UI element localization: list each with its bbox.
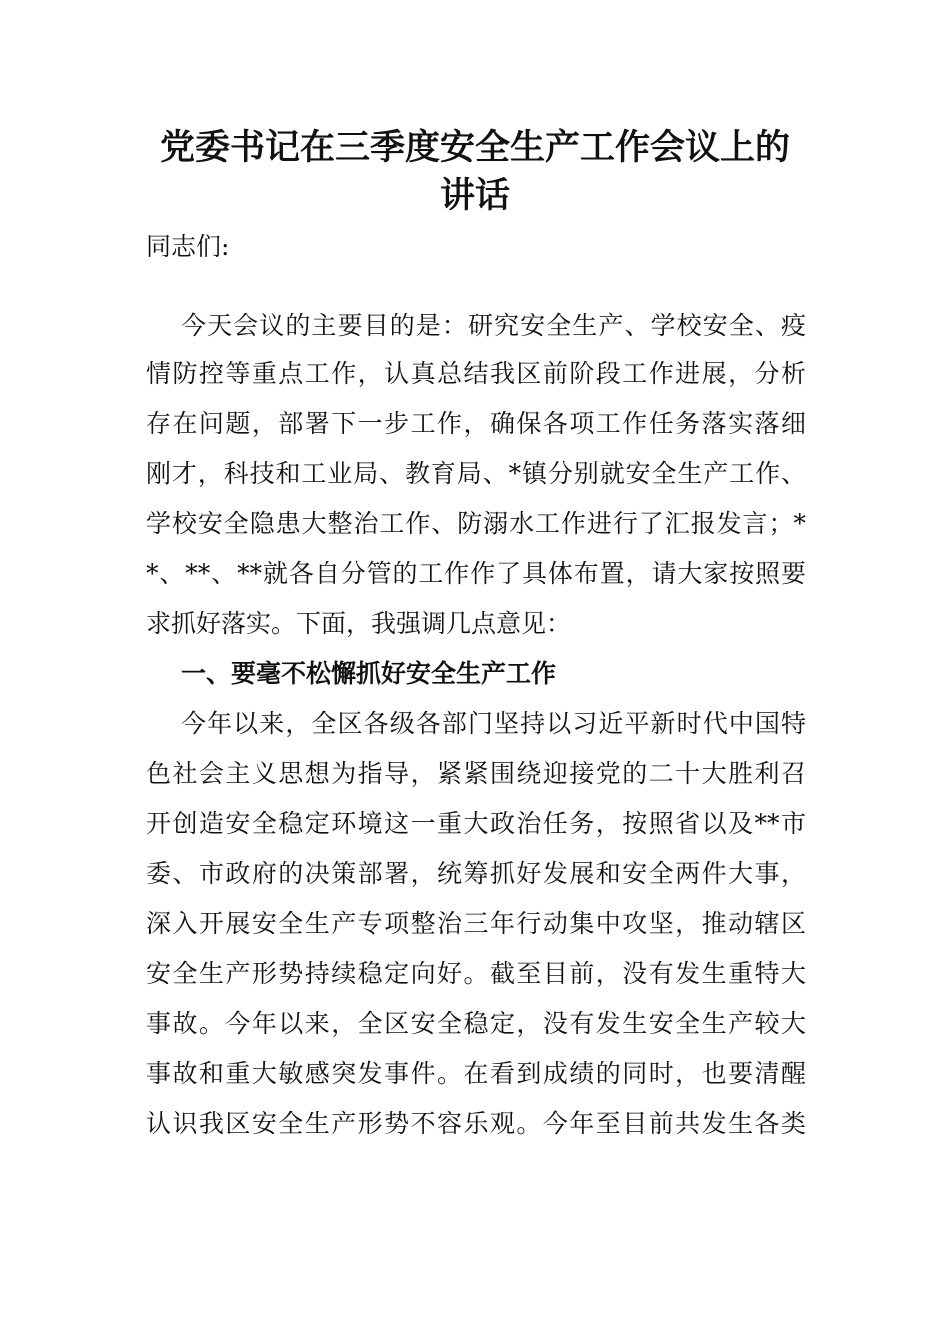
document-title-line-1: 党委书记在三季度安全生产工作会议上的	[159, 127, 790, 168]
document-title-line-2: 讲话	[439, 175, 510, 216]
paragraph-line: 委、市政府的决策部署，统筹抓好发展和安全两件大事，	[146, 859, 806, 888]
paragraph-line: 求抓好落实。下面，我强调几点意见：	[146, 609, 572, 638]
paragraph-line: 学校安全隐患大整治工作、防溺水工作进行了汇报发言；*	[146, 509, 806, 538]
paragraph-line: 事故。今年以来，全区安全稳定，没有发生安全生产较大	[146, 1009, 806, 1038]
section-heading: 一、要毫不松懈抓好安全生产工作	[181, 659, 557, 688]
paragraph-line: 开创造安全稳定环境这一重大政治任务，按照省以及**市	[146, 809, 806, 838]
paragraph-line: *、**、**就各自分管的工作作了具体布置，请大家按照要	[146, 559, 806, 588]
paragraph-line: 情防控等重点工作，认真总结我区前阶段工作进展，分析	[146, 359, 806, 388]
paragraph-line: 刚才，科技和工业局、教育局、*镇分别就安全生产工作、	[146, 459, 806, 488]
paragraph-line: 事故和重大敏感突发事件。在看到成绩的同时，也要清醒	[146, 1059, 806, 1088]
paragraph-line: 今年以来，全区各级各部门坚持以习近平新时代中国特	[181, 709, 806, 738]
paragraph-line: 今天会议的主要目的是：研究安全生产、学校安全、疫	[181, 311, 806, 340]
paragraph-line: 认识我区安全生产形势不容乐观。今年至目前共发生各类	[146, 1109, 806, 1138]
paragraph-line: 安全生产形势持续稳定向好。截至目前，没有发生重特大	[146, 959, 806, 988]
paragraph-line: 存在问题，部署下一步工作，确保各项工作任务落实落细	[146, 409, 806, 438]
salutation: 同志们:	[146, 232, 230, 261]
paragraph-line: 深入开展安全生产专项整治三年行动集中攻坚，推动辖区	[146, 909, 806, 938]
paragraph-line: 色社会主义思想为指导，紧紧围绕迎接党的二十大胜利召	[146, 759, 806, 788]
